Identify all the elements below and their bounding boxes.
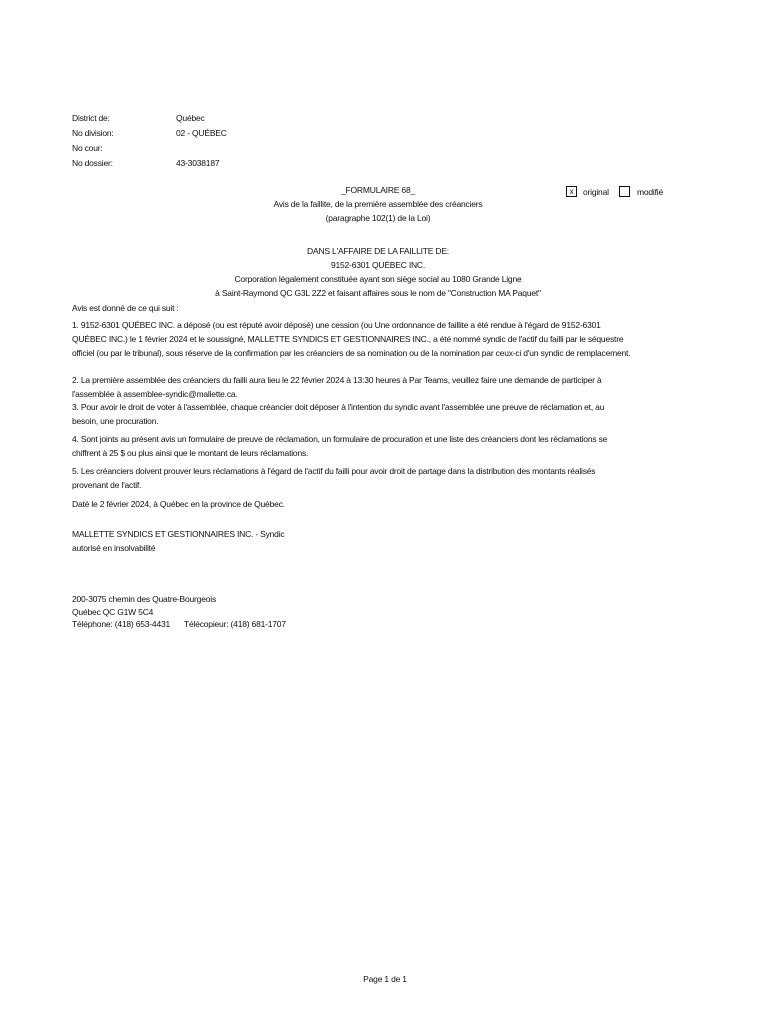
debtor-name: 9152-6301 QUÉBEC INC. xyxy=(330,260,426,270)
signature-line-2: autorisé en insolvabilité xyxy=(72,543,156,553)
district-label: District de: xyxy=(72,113,110,123)
paragraph-1: 1. 9152-6301 QUÉBEC INC. a déposé (ou est réputé avoir déposé) une cession (ou Une ordonnance de faillite a été rendue à l'égard de 9152-6301 QUÉBEC INC.) le 1 février 2024 et le soussigné, MALLETTE SYNDICS ET GESTIONNAIRES INC., a été nommé syndic de l'actif du failli par le séquestre officiel (ou par le tribunal), sous réserve de la confirmation par les créanciers de sa nomination ou de la nomination par ceux-ci d'un syndic de remplacement. xyxy=(72,320,631,358)
division-value: 02 - QUÉBEC xyxy=(176,128,227,138)
page-number: Page 1 de 1 xyxy=(363,974,407,984)
fax-number: Télécopieur: (418) 681-1707 xyxy=(184,619,286,629)
signature-line-1: MALLETTE SYNDICS ET GESTIONNAIRES INC. - Syndic xyxy=(72,529,285,539)
address-street: 200-3075 chemin des Quatre-Bourgeois xyxy=(72,594,217,604)
court-label: No cour: xyxy=(72,143,103,153)
notice-intro: Avis est donné de ce qui suit : xyxy=(72,303,179,313)
paragraph-3: 3. Pour avoir le droit de voter à l'assemblée, chaque créancier doit déposer à l'intention du syndic avant l'assemblée une preuve de réclamation et, au besoin, une procuration. xyxy=(72,402,605,426)
form-number: _FORMULAIRE 68_ xyxy=(341,185,415,195)
original-checkbox[interactable]: x xyxy=(566,186,577,197)
district-value: Québec xyxy=(176,113,205,123)
division-label: No division: xyxy=(72,128,114,138)
paragraph-4: 4. Sont joints au présent avis un formulaire de preuve de réclamation, un formulaire de procuration et une liste des créanciers dont les réclamations se chiffrent à 25 $ ou plus ainsi que le montant de leurs réclamations. xyxy=(72,434,608,458)
phone-number: Téléphone: (418) 653-4431 xyxy=(72,619,171,629)
affair-heading: DANS L'AFFAIRE DE LA FAILLITE DE: xyxy=(307,246,449,256)
original-label: original xyxy=(583,187,609,197)
dated-line: Daté le 2 février 2024, à Québec en la province de Québec. xyxy=(72,499,285,509)
paragraph-2: 2. La première assemblée des créanciers du failli aura lieu le 22 février 2024 à 13:30 heures à Par Teams, veuillez faire une demande de participer à l'assemblée à assemblee-syndic@mallette.ca. xyxy=(72,375,602,399)
debtor-address: à Saint-Raymond QC G3L 2Z2 et faisant affaires sous le nom de "Construction MA Paquet" xyxy=(215,288,541,298)
modified-label: modifié xyxy=(637,187,664,197)
dossier-label: No dossier: xyxy=(72,158,113,168)
form-reference: (paragraphe 102(1) de la Loi) xyxy=(325,213,431,223)
modified-checkbox[interactable] xyxy=(619,186,630,197)
paragraph-5: 5. Les créanciers doivent prouver leurs réclamations à l'égard de l'actif du failli pour avoir droit de partage dans la distribution des montants réalisés provenant de l'actif. xyxy=(72,466,596,490)
form-title: Avis de la faillite, de la première assemblée des créanciers xyxy=(273,199,483,209)
address-city: Québec QC G1W 5C4 xyxy=(72,607,154,617)
debtor-description: Corporation légalement constituée ayant son siège social au 1080 Grande Ligne xyxy=(234,274,522,284)
dossier-value: 43-3038187 xyxy=(176,158,220,168)
